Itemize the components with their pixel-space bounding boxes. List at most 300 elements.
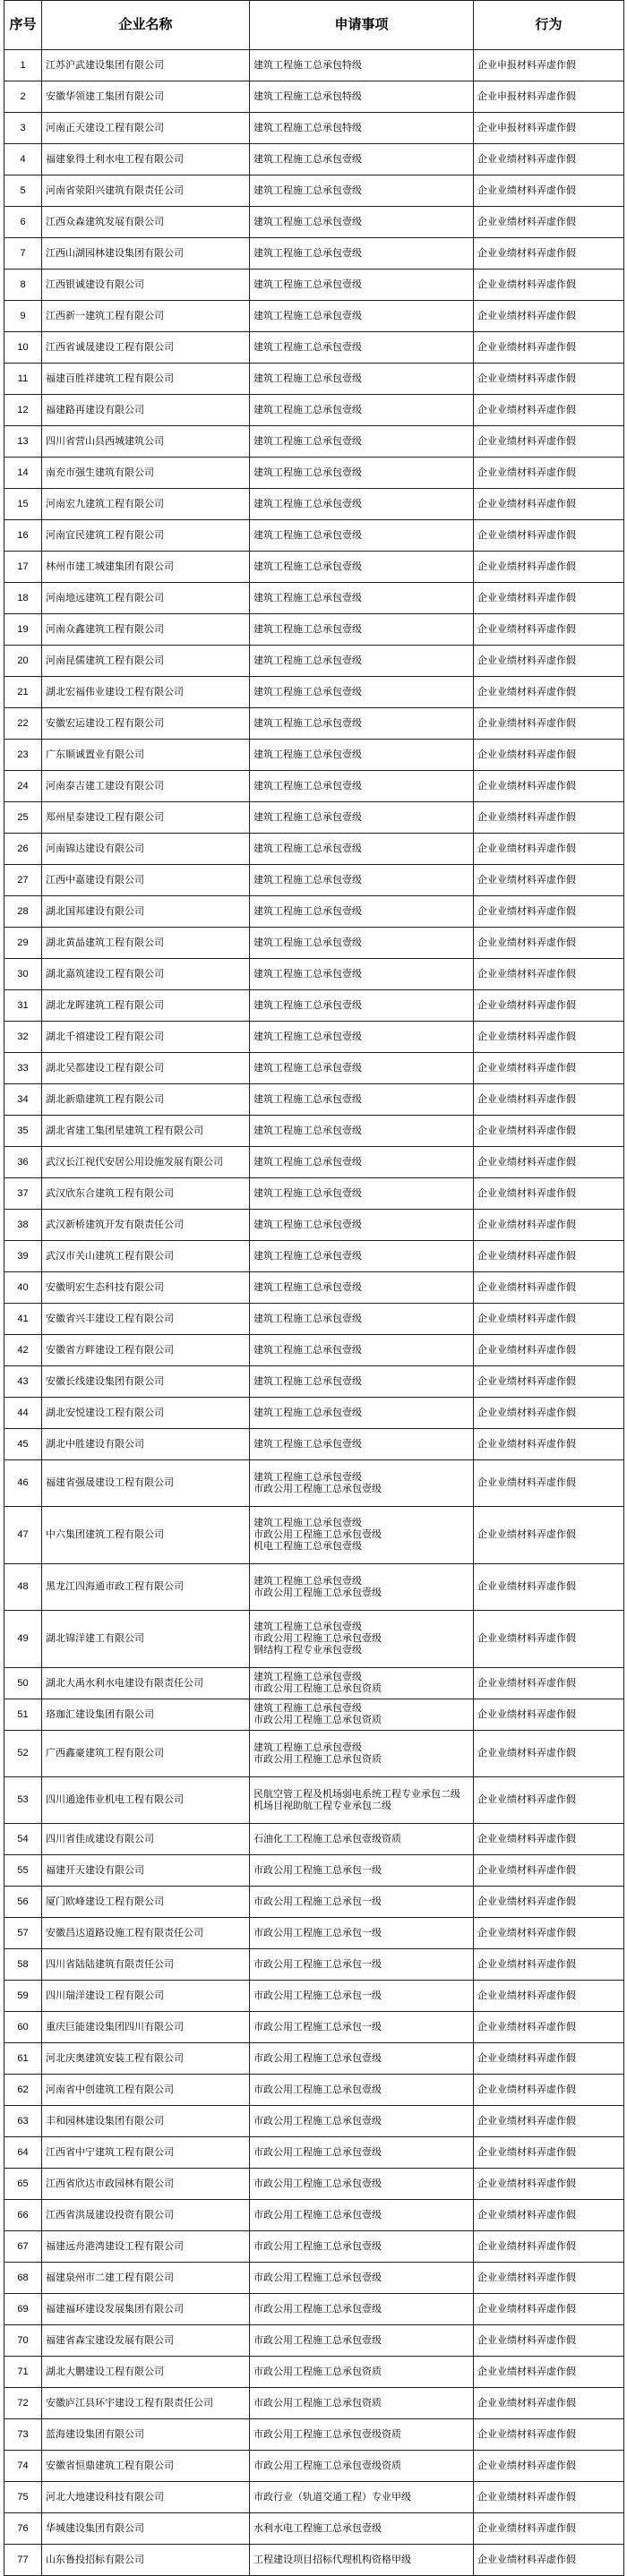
company-name: 珞珈汇建设集团有限公司 [42,1699,250,1731]
company-name: 安徽昌达道路设施工程有限责任公司 [42,1918,250,1949]
application-item: 建筑工程施工总承包壹级 [250,489,474,520]
row-number: 47 [4,1507,42,1564]
table-row [4,1178,624,1210]
row-number: 20 [4,646,42,677]
table-row [4,2169,624,2200]
table-row [4,708,624,740]
company-name: 江苏沪武建设集团有限公司 [42,50,250,81]
row-number: 61 [4,2043,42,2075]
company-name: 华城建设集团有限公司 [42,2513,250,2545]
behavior: 企业业绩材料弄虚作假 [474,1731,624,1777]
company-name: 四川省佳成建设有限公司 [42,1824,250,1855]
company-name: 江西省中宁建筑工程有限公司 [42,2137,250,2169]
behavior: 企业业绩材料弄虚作假 [474,552,624,583]
behavior: 企业业绩材料弄虚作假 [474,270,624,301]
behavior: 企业业绩材料弄虚作假 [474,2075,624,2106]
company-name: 湖北龙晖建筑工程有限公司 [42,990,250,1022]
behavior: 企业业绩材料弄虚作假 [474,1366,624,1398]
company-name: 河南正天建设工程有限公司 [42,113,250,144]
row-number: 25 [4,802,42,834]
table-row [4,740,624,771]
company-name: 山东鲁投招标有限公司 [42,2545,250,2576]
application-item: 建筑工程施工总承包壹级 市政公用工程施工总承包壹级 机电工程施工总承包壹级 [250,1507,474,1564]
behavior: 企业业绩材料弄虚作假 [474,614,624,646]
company-name: 江西众森建筑发展有限公司 [42,207,250,238]
table-row [4,50,624,81]
behavior: 企业申报材料弄虚作假 [474,50,624,81]
table-row [4,2545,624,2576]
row-number: 76 [4,2513,42,2545]
table-row [4,2263,624,2294]
company-name: 安徽省恒鼎建筑工程有限公司 [42,2451,250,2482]
row-number: 36 [4,1147,42,1178]
application-item: 建筑工程施工总承包壹级 [250,144,474,175]
behavior: 企业业绩材料弄虚作假 [474,2043,624,2075]
table-row [4,113,624,144]
application-item: 建筑工程施工总承包壹级 [250,896,474,928]
row-number: 71 [4,2357,42,2388]
table-row [4,2106,624,2137]
company-name: 蓝海建设集团有限公司 [42,2419,250,2451]
row-number: 45 [4,1429,42,1460]
company-name: 湖北省建工集团星建筑工程有限公司 [42,1116,250,1147]
row-number: 65 [4,2169,42,2200]
application-item: 建筑工程施工总承包壹级 [250,677,474,708]
company-name: 湖北大禹水利水电建设有限责任公司 [42,1668,250,1699]
behavior: 企业业绩材料弄虚作假 [474,928,624,959]
table-row [4,1304,624,1335]
row-number: 59 [4,1981,42,2012]
behavior: 企业业绩材料弄虚作假 [474,865,624,896]
application-item: 建筑工程施工总承包壹级 [250,865,474,896]
company-name: 湖北新鼎建筑工程有限公司 [42,1084,250,1116]
application-item: 建筑工程施工总承包特级 [250,81,474,113]
application-item: 工程建设项目招标代理机构资格甲级 [250,2545,474,2576]
company-name: 河南宏九建筑工程有限公司 [42,489,250,520]
table-row [4,2325,624,2357]
company-name: 湖北国邦建设有限公司 [42,896,250,928]
table-row [4,614,624,646]
company-name: 重庆巨能建设集团四川有限公司 [42,2012,250,2043]
application-item: 石油化工工程施工总承包壹级资质 [250,1824,474,1855]
behavior: 企业业绩材料弄虚作假 [474,2325,624,2357]
table-row [4,646,624,677]
row-number: 12 [4,395,42,426]
company-name: 南充市强生建筑有限公司 [42,458,250,489]
table-row [4,364,624,395]
company-name: 河南宜民建筑工程有限公司 [42,520,250,552]
company-name: 福建福环建设发展集团有限公司 [42,2294,250,2325]
row-number: 15 [4,489,42,520]
application-item: 市政公用工程施工总承包壹级资质 [250,2419,474,2451]
row-number: 16 [4,520,42,552]
company-name: 武汉新桥建筑开发有限责任公司 [42,1210,250,1241]
table-row [4,1611,624,1668]
table-row [4,2482,624,2513]
company-name: 湖北黄晶建筑工程有限公司 [42,928,250,959]
table-row [4,81,624,113]
company-name: 湖北千禧建设工程有限公司 [42,1022,250,1053]
table-row [4,928,624,959]
behavior: 企业业绩材料弄虚作假 [474,2294,624,2325]
application-item: 建筑工程施工总承包壹级 [250,332,474,364]
row-number: 18 [4,583,42,614]
row-number: 74 [4,2451,42,2482]
application-item: 建筑工程施工总承包壹级 [250,552,474,583]
behavior: 企业业绩材料弄虚作假 [474,1398,624,1429]
company-name: 安徽庐江县环宇建设工程有限责任公司 [42,2388,250,2419]
behavior: 企业业绩材料弄虚作假 [474,1981,624,2012]
table-row [4,2012,624,2043]
behavior: 企业业绩材料弄虚作假 [474,1507,624,1564]
row-number: 46 [4,1460,42,1507]
table-row [4,2137,624,2169]
table-row [4,1366,624,1398]
application-item: 市政公用工程施工总承包壹级 [250,2325,474,2357]
company-name: 武汉市关山建筑工程有限公司 [42,1241,250,1272]
row-number: 23 [4,740,42,771]
row-number: 58 [4,1949,42,1981]
behavior: 企业业绩材料弄虚作假 [474,458,624,489]
row-number: 41 [4,1304,42,1335]
company-name: 湖北宏福伟业建设工程有限公司 [42,677,250,708]
company-name: 福建远舟港湾建设工程有限公司 [42,2231,250,2263]
table-row [4,489,624,520]
behavior: 企业业绩材料弄虚作假 [474,583,624,614]
application-item: 建筑工程施工总承包特级 [250,50,474,81]
header-row [4,1,624,50]
table-row [4,1855,624,1887]
table-row [4,301,624,332]
company-name: 四川省陆陆建筑有限责任公司 [42,1949,250,1981]
application-item: 建筑工程施工总承包壹级 [250,740,474,771]
row-number: 6 [4,207,42,238]
application-item: 建筑工程施工总承包壹级 市政公用工程施工总承包壹级 [250,1460,474,1507]
application-item: 建筑工程施工总承包壹级 [250,1304,474,1335]
application-item: 市政公用工程施工总承包一级 [250,2012,474,2043]
behavior: 企业业绩材料弄虚作假 [474,802,624,834]
application-item: 建筑工程施工总承包壹级 [250,1272,474,1304]
row-number: 54 [4,1824,42,1855]
application-item: 建筑工程施工总承包壹级 [250,1178,474,1210]
application-item: 建筑工程施工总承包壹级 [250,708,474,740]
table-row [4,1507,624,1564]
company-name: 湖北吴都建设工程有限公司 [42,1053,250,1084]
row-number: 8 [4,270,42,301]
table-row [4,802,624,834]
row-number: 32 [4,1022,42,1053]
application-item: 建筑工程施工总承包特级 [250,113,474,144]
row-number: 49 [4,1611,42,1668]
row-number: 42 [4,1335,42,1366]
behavior: 企业业绩材料弄虚作假 [474,1210,624,1241]
application-item: 建筑工程施工总承包壹级 [250,771,474,802]
row-number: 75 [4,2482,42,2513]
behavior: 企业业绩材料弄虚作假 [474,1611,624,1668]
company-name: 福建象得土利水电工程有限公司 [42,144,250,175]
table-row [4,896,624,928]
company-name: 中六集团建筑工程有限公司 [42,1507,250,1564]
behavior: 企业业绩材料弄虚作假 [474,426,624,458]
application-item: 建筑工程施工总承包壹级 市政公用工程施工总承包壹级 钢结构工程专业承包壹级 [250,1611,474,1668]
table-row [4,238,624,270]
application-item: 建筑工程施工总承包壹级 [250,364,474,395]
table-row [4,2043,624,2075]
company-name: 黑龙江四海通市政工程有限公司 [42,1564,250,1611]
company-name: 安徽长线建设集团有限公司 [42,1366,250,1398]
table-row [4,1699,624,1731]
behavior: 企业业绩材料弄虚作假 [474,708,624,740]
application-item: 民航空管工程及机场弱电系统工程专业承包二级 机场目视助航工程专业承包二级 [250,1777,474,1824]
application-item: 建筑工程施工总承包壹级 [250,1398,474,1429]
row-number: 50 [4,1668,42,1699]
application-item: 建筑工程施工总承包壹级 [250,1022,474,1053]
table-row [4,520,624,552]
application-item: 建筑工程施工总承包壹级 [250,990,474,1022]
behavior: 企业业绩材料弄虚作假 [474,2106,624,2137]
company-name: 河南省中创建筑工程有限公司 [42,2075,250,2106]
behavior: 企业业绩材料弄虚作假 [474,1824,624,1855]
company-name: 福建路再建设有限公司 [42,395,250,426]
company-name: 河北庆奥建筑安装工程有限公司 [42,2043,250,2075]
company-name: 江西山湖园林建设集团有限公司 [42,238,250,270]
company-name: 湖北安悦建设工程有限公司 [42,1398,250,1429]
company-name: 广东顺诚置业有限公司 [42,740,250,771]
behavior: 企业业绩材料弄虚作假 [474,740,624,771]
company-name: 丰和园林建设集团有限公司 [42,2106,250,2137]
table-row [4,2294,624,2325]
row-number: 31 [4,990,42,1022]
application-item: 建筑工程施工总承包壹级 [250,614,474,646]
application-item: 市政公用工程施工总承包资质 [250,2388,474,2419]
behavior: 企业业绩材料弄虚作假 [474,959,624,990]
row-number: 27 [4,865,42,896]
behavior: 企业业绩材料弄虚作假 [474,1668,624,1699]
application-item: 建筑工程施工总承包壹级 [250,207,474,238]
application-item: 建筑工程施工总承包壹级 [250,1241,474,1272]
row-number: 9 [4,301,42,332]
table-header [4,1,624,50]
row-number: 68 [4,2263,42,2294]
table-body [4,50,624,2576]
table-row [4,2513,624,2545]
table-row [4,1429,624,1460]
behavior: 企业业绩材料弄虚作假 [474,1460,624,1507]
row-number: 43 [4,1366,42,1398]
row-number: 35 [4,1116,42,1147]
row-number: 53 [4,1777,42,1824]
table-row [4,332,624,364]
row-number: 40 [4,1272,42,1304]
behavior: 企业业绩材料弄虚作假 [474,301,624,332]
behavior: 企业业绩材料弄虚作假 [474,1022,624,1053]
table-row [4,1241,624,1272]
behavior: 企业业绩材料弄虚作假 [474,2357,624,2388]
row-number: 28 [4,896,42,928]
behavior: 企业业绩材料弄虚作假 [474,1272,624,1304]
application-item: 建筑工程施工总承包壹级 [250,1084,474,1116]
behavior: 企业业绩材料弄虚作假 [474,990,624,1022]
table-row [4,959,624,990]
row-number: 48 [4,1564,42,1611]
company-name: 郑州星泰建设工程有限公司 [42,802,250,834]
behavior: 企业业绩材料弄虚作假 [474,175,624,207]
application-item: 建筑工程施工总承包壹级 [250,1366,474,1398]
behavior: 企业业绩材料弄虚作假 [474,677,624,708]
company-name: 四川瑞洋建设工程有限公司 [42,1981,250,2012]
application-item: 市政公用工程施工总承包壹级 [250,2231,474,2263]
table-row [4,1949,624,1981]
row-number: 63 [4,2106,42,2137]
header-behavior: 行为 [474,1,624,50]
table-row [4,1564,624,1611]
company-name: 福建百胜祥建筑工程有限公司 [42,364,250,395]
company-name: 安徽明宏生态科技有限公司 [42,1272,250,1304]
row-number: 5 [4,175,42,207]
application-item: 建筑工程施工总承包壹级 [250,928,474,959]
behavior: 企业业绩材料弄虚作假 [474,1241,624,1272]
application-item: 建筑工程施工总承包壹级 [250,1429,474,1460]
behavior: 企业业绩材料弄虚作假 [474,1564,624,1611]
application-item: 建筑工程施工总承包壹级 [250,175,474,207]
company-name: 福建开天建设有限公司 [42,1855,250,1887]
table-row [4,1398,624,1429]
behavior: 企业业绩材料弄虚作假 [474,1949,624,1981]
application-item: 建筑工程施工总承包壹级 [250,520,474,552]
behavior: 企业业绩材料弄虚作假 [474,1777,624,1824]
company-name: 河南地远建筑工程有限公司 [42,583,250,614]
behavior: 企业业绩材料弄虚作假 [474,238,624,270]
company-name: 湖北锦洋建工有限公司 [42,1611,250,1668]
company-name: 四川通途伟业机电工程有限公司 [42,1777,250,1824]
row-number: 19 [4,614,42,646]
row-number: 1 [4,50,42,81]
violation-table [4,0,624,2576]
table-row [4,2388,624,2419]
table-row [4,583,624,614]
table-row [4,207,624,238]
row-number: 39 [4,1241,42,1272]
row-number: 24 [4,771,42,802]
table-row [4,677,624,708]
application-item: 市政公用工程施工总承包壹级 [250,2294,474,2325]
company-name: 湖北中胜建设有限公司 [42,1429,250,1460]
table-row [4,865,624,896]
company-name: 广西鑫豪建筑工程有限公司 [42,1731,250,1777]
company-name: 江西省诚晟建设工程有限公司 [42,332,250,364]
application-item: 市政公用工程施工总承包一级 [250,1949,474,1981]
table-row [4,2419,624,2451]
application-item: 建筑工程施工总承包壹级 [250,1147,474,1178]
behavior: 企业业绩材料弄虚作假 [474,2388,624,2419]
table-row [4,1887,624,1918]
row-number: 33 [4,1053,42,1084]
company-name: 河北大地建设科技有限公司 [42,2482,250,2513]
application-item: 建筑工程施工总承包壹级 [250,802,474,834]
row-number: 13 [4,426,42,458]
application-item: 建筑工程施工总承包壹级 市政公用工程施工总承包壹级 [250,1564,474,1611]
table-row [4,1272,624,1304]
row-number: 77 [4,2545,42,2576]
table-row [4,1460,624,1507]
row-number: 7 [4,238,42,270]
table-row [4,2200,624,2231]
application-item: 市政公用工程施工总承包一级 [250,1887,474,1918]
behavior: 企业业绩材料弄虚作假 [474,2137,624,2169]
table-row [4,426,624,458]
table-row [4,552,624,583]
behavior: 企业业绩材料弄虚作假 [474,489,624,520]
application-item: 建筑工程施工总承包壹级 [250,1053,474,1084]
application-item: 市政公用工程施工总承包壹级 [250,2043,474,2075]
table-row [4,1731,624,1777]
row-number: 72 [4,2388,42,2419]
row-number: 14 [4,458,42,489]
table-row [4,990,624,1022]
behavior: 企业业绩材料弄虚作假 [474,2545,624,2576]
behavior: 企业业绩材料弄虚作假 [474,1429,624,1460]
row-number: 56 [4,1887,42,1918]
row-number: 2 [4,81,42,113]
table-row [4,1084,624,1116]
table-row [4,395,624,426]
row-number: 73 [4,2419,42,2451]
behavior: 企业业绩材料弄虚作假 [474,1053,624,1084]
behavior: 企业业绩材料弄虚作假 [474,332,624,364]
company-name: 四川省营山县西城建筑公司 [42,426,250,458]
table-row [4,1668,624,1699]
company-name: 河南锦达建设有限公司 [42,834,250,865]
behavior: 企业业绩材料弄虚作假 [474,646,624,677]
table-row [4,270,624,301]
table-row [4,1777,624,1824]
row-number: 52 [4,1731,42,1777]
company-name: 江西中嘉建设有限公司 [42,865,250,896]
application-item: 建筑工程施工总承包壹级 [250,1335,474,1366]
application-item: 市政公用工程施工总承包一级 [250,1918,474,1949]
application-item: 市政公用工程施工总承包一级 [250,1855,474,1887]
company-name: 福建省森宝建设发展有限公司 [42,2325,250,2357]
row-number: 70 [4,2325,42,2357]
behavior: 企业业绩材料弄虚作假 [474,520,624,552]
row-number: 66 [4,2200,42,2231]
row-number: 11 [4,364,42,395]
behavior: 企业业绩材料弄虚作假 [474,2513,624,2545]
behavior: 企业业绩材料弄虚作假 [474,1335,624,1366]
behavior: 企业申报材料弄虚作假 [474,81,624,113]
application-item: 市政公用工程施工总承包壹级 [250,2137,474,2169]
table-row [4,1918,624,1949]
company-name: 湖北大鹏建设工程有限公司 [42,2357,250,2388]
header-application-item: 申请事项 [250,1,474,50]
behavior: 企业业绩材料弄虚作假 [474,896,624,928]
table-row [4,2357,624,2388]
application-item: 建筑工程施工总承包壹级 [250,458,474,489]
company-name: 江西省洪晟建设投资有限公司 [42,2200,250,2231]
table-row [4,1147,624,1178]
application-item: 建筑工程施工总承包壹级 [250,301,474,332]
application-item: 建筑工程施工总承包壹级 [250,1210,474,1241]
row-number: 17 [4,552,42,583]
application-item: 建筑工程施工总承包壹级 [250,583,474,614]
behavior: 企业业绩材料弄虚作假 [474,1147,624,1178]
company-name: 安徽省方畔建设工程有限公司 [42,1335,250,1366]
application-item: 市政公用工程施工总承包壹级 [250,2106,474,2137]
company-name: 武汉欣东合建筑工程有限公司 [42,1178,250,1210]
company-name: 林州市建工城建集团有限公司 [42,552,250,583]
behavior: 企业业绩材料弄虚作假 [474,1855,624,1887]
company-name: 河南众鑫建筑工程有限公司 [42,614,250,646]
